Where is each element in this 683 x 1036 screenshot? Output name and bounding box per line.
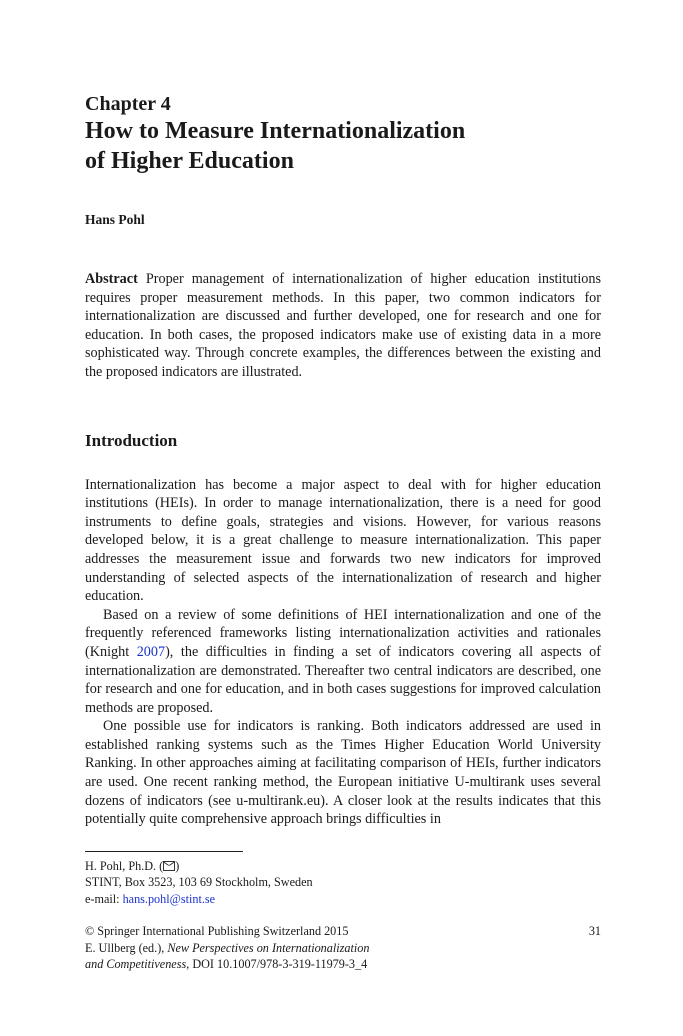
author-credential-close: ) <box>175 858 180 873</box>
chapter-title-line-2: of Higher Education <box>85 148 294 174</box>
author-credential: H. Pohl, Ph.D. ( <box>85 858 164 873</box>
doi: , DOI 10.1007/978-3-319-11979-3_4 <box>186 957 368 972</box>
book-reference-line-2 <box>85 956 601 973</box>
chapter-page <box>85 92 601 973</box>
chapter-title <box>85 116 601 176</box>
author-name: Hans Pohl <box>85 212 145 227</box>
email-link[interactable]: hans.pohl@stint.se <box>122 891 216 906</box>
paragraph-2-start: Based on a review of some definitions of HEI internationalization and one of the frequently referenced frameworks listing internationalization activities and rationales (Knight <box>85 606 601 660</box>
paragraph-2-end: ), the difficulties in finding a set of indicators covering all aspects of internationalization are demonstrated. Thereafter two central indicators are described, one for research and one for education, and in both cases suggestions for improved calculation methods are proposed. <box>85 643 601 716</box>
chapter-label: Chapter 4 <box>85 93 171 115</box>
author-email-line <box>85 891 601 908</box>
publication-info <box>85 923 601 973</box>
author-affiliation-name <box>85 858 601 875</box>
author-footnote <box>85 858 601 908</box>
introduction-body <box>85 476 601 829</box>
envelope-icon <box>163 861 175 871</box>
copyright-line: © Springer International Publishing Switzerland 2015 <box>85 924 349 939</box>
book-title-part-1: New Perspectives on Internationalization <box>167 940 370 955</box>
author-address: STINT, Box 3523, 103 69 Stockholm, Sweden <box>85 875 313 890</box>
section-heading: Introduction <box>85 430 178 450</box>
abstract-text: Proper management of internationalization of higher education institutions requires proper measurement methods. In this paper, two common indicators for internationalization are discussed and further developed, one for research and one for education. In both cases, the proposed indicators make use of existing data in a more sophisticated way. Through concrete examples, the differences between the existing and the proposed indicators are illustrated. <box>85 271 601 380</box>
abstract-label: Abstract <box>85 271 138 287</box>
page-number: 31 <box>588 924 601 939</box>
citation-link-knight-2007[interactable]: 2007 <box>136 643 166 660</box>
footnote-divider <box>85 851 243 852</box>
paragraph-2 <box>85 606 601 718</box>
book-title-part-2: and Competitiveness <box>85 957 187 972</box>
email-label: e-mail: <box>85 891 123 906</box>
abstract <box>85 270 601 382</box>
editor: E. Ullberg (ed.), <box>85 940 168 955</box>
chapter-title-line-1: How to Measure Internationalization <box>85 118 466 144</box>
paragraph-3: One possible use for indicators is ranking. Both indicators addressed are used in established ranking systems such as the Times Higher Education World University Ranking. In other approaches aiming at facilitating comparison of HEIs, further indicators are used. One recent ranking method, the European initiative U-multirank uses several dozens of indicators (see u-multirank.eu). A closer look at the results indicates that this potentially quite comprehensive approach brings difficulties in <box>85 718 601 828</box>
paragraph-1: Internationalization has become a major aspect to deal with for higher education institutions (HEIs). In order to manage internationalization, there is a need for good instruments to define goals, strategies and visions. However, for various reasons developed below, it is a great challenge to measure internationalization. This paper addresses the measurement issue and forwards two new indicators for improved understanding of selected aspects of the internationalization of research and higher education. <box>85 476 601 605</box>
book-reference-line-1 <box>85 940 601 957</box>
